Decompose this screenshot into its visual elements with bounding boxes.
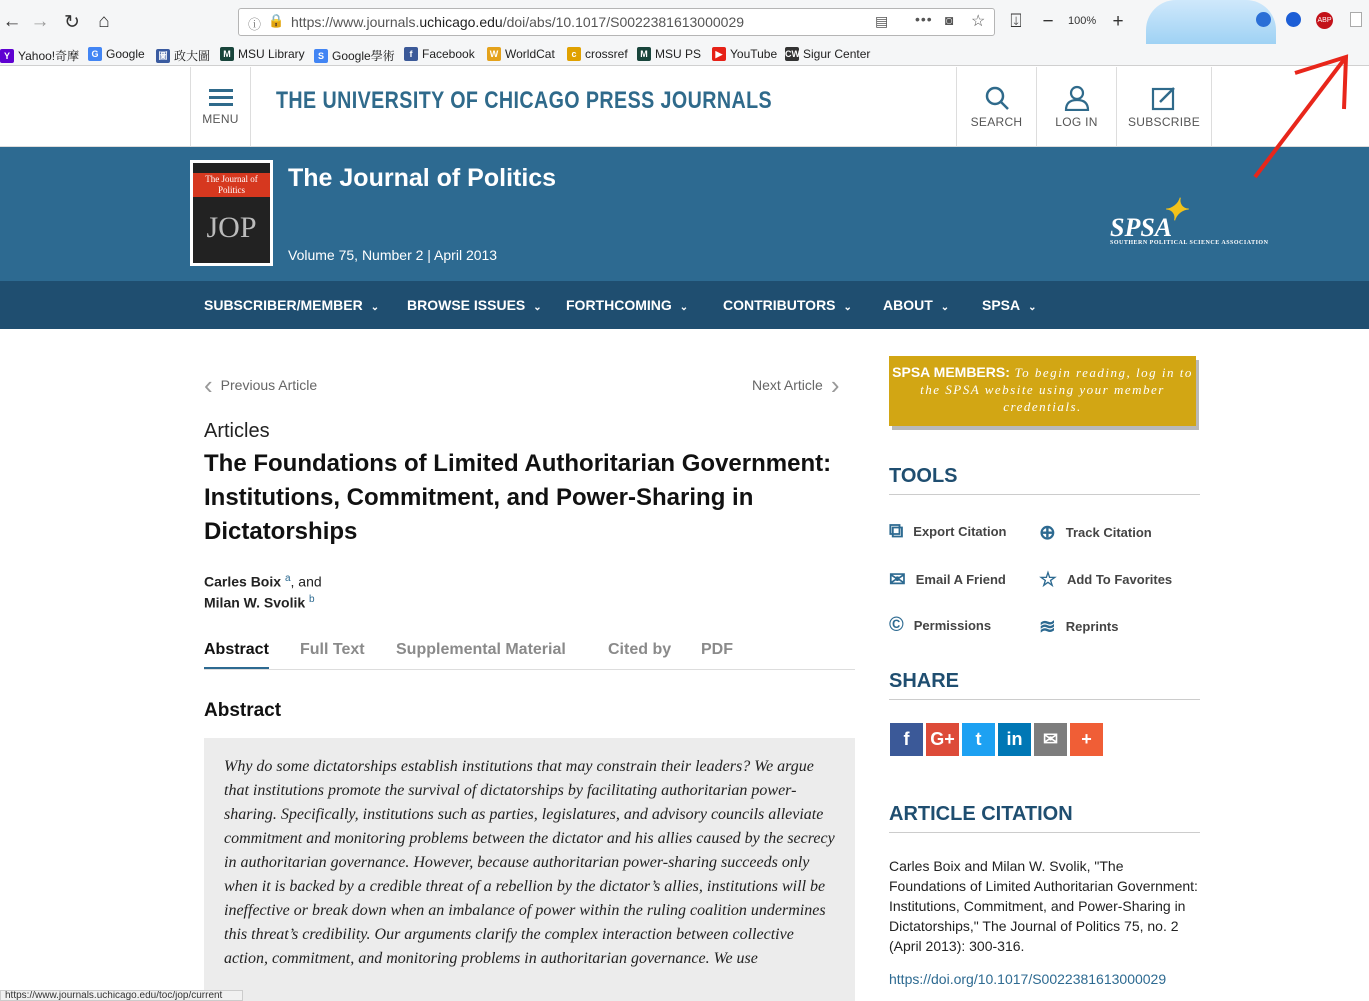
bookmark-label: YouTube [730, 47, 778, 61]
subscribe-label: SUBSCRIBE [1127, 114, 1201, 129]
copyright-icon: © [889, 614, 904, 636]
search-button[interactable] [956, 67, 1036, 146]
home-icon[interactable]: ⌂ [98, 11, 110, 32]
zoom-level[interactable]: 100% [1068, 15, 1097, 27]
url-text[interactable]: https://www.journals.uchicago.edu/doi/abs/10.1017/S0022381613000029 [291, 14, 745, 30]
linkedin-share-icon[interactable]: in [998, 723, 1031, 756]
article-citation-heading: ARTICLE CITATION [889, 803, 1200, 833]
chevron-down-icon: ⌄ [940, 302, 950, 313]
journal-title[interactable]: The Journal of Politics [288, 164, 557, 192]
tab-pdf[interactable]: PDF [701, 641, 733, 658]
forward-icon[interactable]: → [30, 11, 50, 32]
menu-button[interactable] [190, 67, 251, 146]
bookmark-label: MSU PS [655, 47, 702, 61]
bookmark-item[interactable] [314, 47, 395, 64]
bookmark-label: MSU Library [238, 47, 305, 61]
bookmark-icon: 圖 [156, 49, 170, 63]
bookmark-item[interactable] [404, 47, 475, 61]
facebook-share-icon[interactable]: f [890, 723, 923, 756]
tab-supplemental-material[interactable]: Supplemental Material [396, 641, 566, 658]
browser-toolbar [0, 0, 1369, 44]
bookmark-label: Google學術 [332, 49, 395, 63]
abstract-text: Why do some dictatorships establish institutions that may constrain their leaders? We argue that institutions promote the survival of dictatorships by facilitating authoritarian power-sharing. Specifically, institutions such as parties, legislatures, and advisory councils alleviate commitment and monitoring problems between the dictator and his allies caused by the secrecy in authoritarian governance. However, because authoritarian power-sharing succeeds only when it is backed by a credible threat of a rebellion by the dictator’s allies, institutions will be ineffective or break down when an imbalance of power within the ruling coalition undermines this threat’s credibility. Our arguments clarify the complex interaction between collective action, commitment, and monitoring problems in authoritarian governance. We use [204, 738, 855, 1001]
pocket-icon[interactable]: ◙ [945, 12, 954, 28]
bookmark-item[interactable] [637, 47, 701, 61]
chevron-right-icon: › [830, 370, 840, 400]
bookmarks-bar [0, 44, 1369, 66]
more-actions-icon[interactable]: ••• [915, 11, 933, 27]
site-header [0, 67, 1369, 147]
next-article-link[interactable]: Next Article › [752, 370, 840, 400]
bookmark-icon: W [487, 47, 501, 61]
site-logo[interactable]: THE UNIVERSITY OF CHICAGO PRESS JOURNALS [276, 87, 773, 114]
bookmark-icon: G [88, 47, 102, 61]
zoom-out-icon[interactable]: − [1042, 11, 1054, 32]
author-line-1: Carles Boix $^a$, and [204, 573, 322, 590]
previous-article-link[interactable]: ‹ Previous Article [204, 370, 318, 400]
bookmark-label: Sigur Center [803, 47, 871, 61]
search-icon [984, 85, 1010, 111]
author-affil[interactable]: b [309, 594, 315, 605]
status-bar: https://www.journals.uchicago.edu/toc/jop/current [0, 990, 243, 1001]
star-icon: ✦ [1162, 194, 1188, 227]
journal-issue[interactable]: Volume 75, Number 2 | April 2013 [288, 247, 498, 263]
zoom-in-icon[interactable]: + [1112, 11, 1124, 32]
bookmark-item[interactable] [220, 47, 305, 61]
reload-icon[interactable]: ↻ [64, 11, 80, 33]
bookmark-label: Facebook [422, 47, 475, 61]
tab-full-text[interactable]: Full Text [300, 641, 365, 658]
back-icon[interactable]: ← [2, 11, 22, 32]
nav-subscriber-member[interactable]: SUBSCRIBER/MEMBER ⌄ [204, 297, 380, 313]
export-citation-link[interactable]: ⧉ Export Citation [889, 520, 1007, 542]
extension-icon[interactable] [1286, 12, 1301, 27]
bookmark-label: Google [106, 47, 145, 61]
bookmark-item[interactable] [567, 47, 628, 61]
bookmark-icon: S [314, 49, 328, 63]
nav-spsa[interactable]: SPSA ⌄ [982, 297, 1037, 313]
chevron-down-icon: ⌄ [1028, 302, 1037, 313]
bookmark-icon: Y [0, 49, 14, 63]
article-type: Articles [204, 420, 270, 442]
author-affil[interactable]: a [284, 573, 291, 584]
chevron-left-icon: ‹ [204, 370, 213, 400]
tools-heading: TOOLS [889, 465, 1200, 495]
chevron-down-icon: ⌄ [370, 302, 380, 313]
doi-link[interactable]: https://doi.org/10.1017/S0022381613000029 [889, 971, 1167, 987]
chevron-down-icon: ⌄ [843, 302, 852, 313]
layers-icon: ≋ [1039, 616, 1056, 638]
menu-icon [209, 88, 233, 108]
download-icon[interactable] [1256, 12, 1271, 27]
add-favorites-link[interactable]: ☆ Add To Favorites [1039, 569, 1173, 591]
user-icon [1064, 85, 1090, 111]
track-citation-link[interactable]: ⊕ Track Citation [1039, 522, 1152, 544]
library-icon[interactable]: ⍗ [1010, 11, 1022, 32]
cover-abbrev: JOP [206, 211, 257, 244]
search-label: SEARCH [970, 114, 1023, 129]
more-share-icon[interactable]: + [1070, 723, 1103, 756]
bookmark-label: 政大圖 [174, 49, 211, 63]
envelope-icon: ✉ [889, 569, 906, 591]
bookmark-item[interactable] [0, 47, 79, 64]
article-title: The Foundations of Limited Authoritarian Government: Institutions, Commitment, and Power-Sharing in Dictatorships [204, 450, 832, 545]
reader-view-icon[interactable]: ▤ [875, 13, 889, 29]
bookmark-label: Yahoo!奇摩 [18, 49, 80, 63]
author-line-2 [204, 594, 315, 611]
bookmark-item[interactable] [156, 47, 210, 64]
bookmark-icon: ▶ [712, 47, 726, 61]
bookmark-icon: c [567, 47, 581, 61]
nav-about[interactable]: ABOUT ⌄ [883, 297, 950, 313]
chevron-down-icon: ⌄ [679, 302, 689, 313]
permissions-link[interactable]: © Permissions [889, 614, 992, 636]
members-label: SPSA MEMBERS: [892, 364, 1010, 380]
members-text: To begin reading, log in to the SPSA website using your member credentials. [920, 365, 1193, 414]
share-heading: SHARE [889, 670, 1200, 700]
lock-icon[interactable]: 🔒 [268, 13, 285, 28]
nav-browse-issues[interactable]: BROWSE ISSUES ⌄ [407, 297, 542, 313]
bookmark-star-icon[interactable]: ☆ [971, 13, 986, 30]
nav-forthcoming[interactable]: FORTHCOMING ⌄ [566, 297, 689, 313]
spsa-logo-sub: SOUTHERN POLITICAL SCIENCE ASSOCIATION [1110, 240, 1269, 246]
bookmark-item[interactable] [88, 47, 145, 61]
bookmark-item[interactable] [712, 47, 777, 61]
spsa-logo[interactable] [1110, 194, 1269, 246]
bookmark-icon: M [637, 47, 651, 61]
journal-cover[interactable] [190, 160, 273, 266]
info-icon[interactable]: ⓘ [248, 17, 262, 32]
red-arrow-annotation [1240, 45, 1360, 185]
bookmark-icon: M [220, 47, 234, 61]
bookmark-item[interactable] [785, 47, 870, 61]
page-icon[interactable] [1350, 12, 1362, 27]
spsa-members-banner[interactable] [889, 356, 1196, 426]
tab-cited-by[interactable]: Cited by [608, 641, 672, 658]
bookmark-label: WorldCat [505, 47, 555, 61]
chevron-down-icon: ⌄ [533, 302, 542, 313]
bookmark-icon: f [404, 47, 418, 61]
subscribe-button[interactable] [1116, 67, 1212, 146]
abstract-heading: Abstract [204, 700, 282, 721]
googleplus-share-icon[interactable]: G+ [926, 723, 959, 756]
reprints-link[interactable]: ≋ Reprints [1039, 616, 1119, 638]
cover-title: The Journal of Politics [193, 173, 270, 197]
login-button[interactable] [1036, 67, 1116, 146]
bookmark-item[interactable] [487, 47, 555, 61]
twitter-share-icon[interactable]: t [962, 723, 995, 756]
article-citation-text: Carles Boix and Milan W. Svolik, "The Foundations of Limited Authoritarian Government: Institutions, Commitment, and Power-Sharing in Dictatorships," The Journal of Politics 75, no. 2 (April 2013): 300-316. [889, 858, 1198, 954]
export-icon: ⧉ [889, 520, 904, 542]
email-friend-link[interactable]: ✉ Email A Friend [889, 569, 1006, 591]
login-label: LOG IN [1055, 114, 1098, 129]
email-share-icon[interactable]: ✉ [1034, 723, 1067, 756]
journal-banner [0, 147, 1369, 281]
main-nav [0, 281, 1369, 329]
crosshair-icon: ⊕ [1039, 522, 1056, 544]
menu-label: MENU [202, 111, 239, 126]
edit-icon [1151, 85, 1177, 111]
author-name[interactable]: Carles Boix [204, 573, 282, 590]
bookmark-label: crossref [585, 47, 628, 61]
spsa-logo-text: SPSA [1110, 213, 1173, 242]
author-name[interactable]: Milan W. Svolik [204, 594, 306, 611]
nav-contributors[interactable]: CONTRIBUTORS ⌄ [723, 297, 852, 313]
tabs-divider [204, 669, 855, 670]
adblock-icon[interactable]: ABP [1316, 12, 1333, 29]
tab-abstract[interactable]: Abstract [204, 641, 269, 670]
address-bar[interactable] [238, 8, 995, 36]
star-icon: ☆ [1039, 569, 1057, 591]
bookmark-icon: CW [785, 49, 800, 59]
